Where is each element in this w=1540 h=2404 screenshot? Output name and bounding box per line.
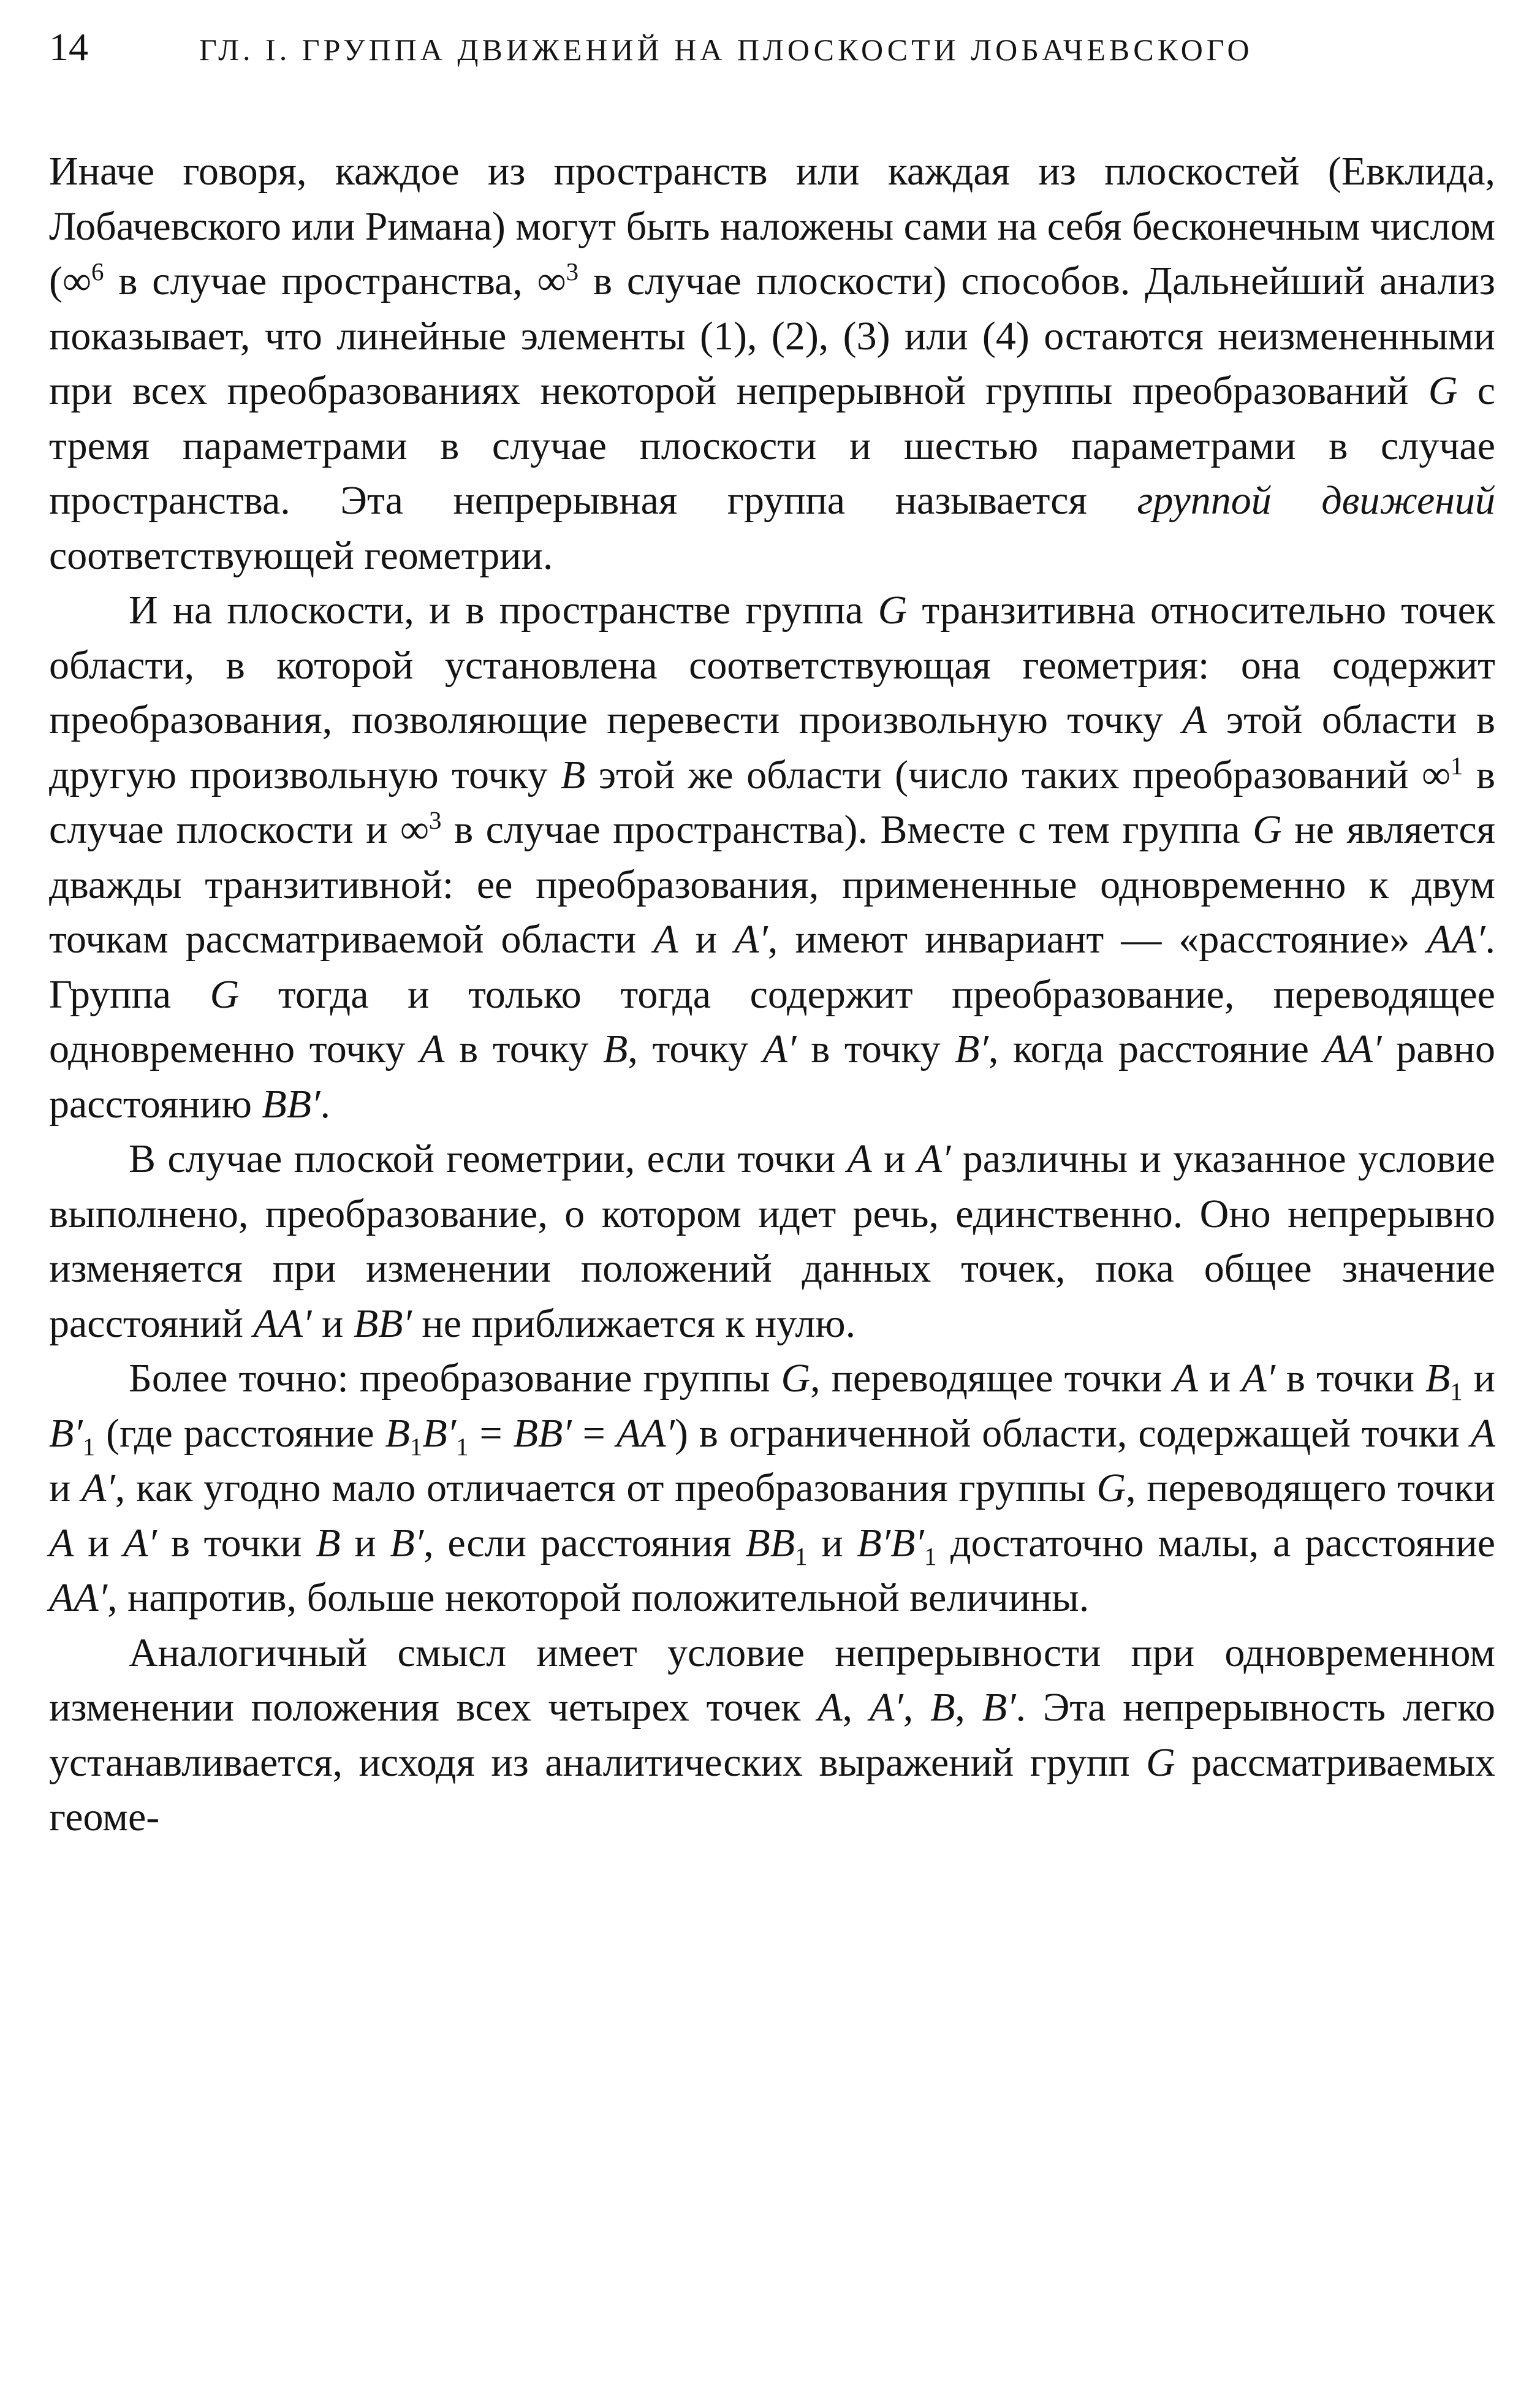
text-run: рассматриваемых геоме- — [49, 1740, 1495, 1839]
page-header — [49, 25, 1495, 98]
text-run: , как угодно мало отличается от преобразования группы — [115, 1466, 1097, 1510]
math-symbol: G — [210, 972, 240, 1017]
text-run: и — [871, 1136, 917, 1181]
text-run: с тремя параметрами в случае плоскости и шестью параметрами в случае пространства. Эта непрерывная группа называется — [49, 368, 1496, 523]
math-symbol: A — [420, 1027, 445, 1071]
math-symbol: B′ — [390, 1520, 424, 1565]
text-run: = — [468, 1410, 514, 1456]
text-run: и — [49, 1466, 82, 1510]
text-run: В случае плоской геометрии, если точки — [129, 1136, 848, 1181]
subscript: 1 — [456, 1432, 469, 1461]
math-symbol: G — [1096, 1466, 1126, 1510]
math-symbol: B′ — [422, 1410, 457, 1456]
text-run: и — [678, 917, 735, 962]
superscript: 6 — [91, 258, 104, 286]
math-symbol: B — [602, 1027, 628, 1071]
text-run: . Эта непрерывность легко устанавливается, исходя из аналитических выражений групп — [49, 1685, 1496, 1785]
math-symbol: A — [653, 917, 678, 962]
text-run: и — [74, 1520, 124, 1565]
text-run: , точку — [628, 1027, 763, 1071]
math-symbol: A — [817, 1685, 843, 1730]
text-run: соответствующей геометрии. — [49, 533, 553, 578]
math-symbol: G — [878, 588, 908, 633]
text-run: Аналогичный смысл имеет условие непрерывности при одновременном изменении положения всех четырех точек — [49, 1630, 1495, 1730]
math-symbol: G — [1253, 807, 1282, 852]
text-run: в случае плоскости) способов. Дальнейший анализ показывает, что линейные элементы (1), (2), (3) или (4) остаются неизмененными при всех преобразованиях некоторой непрерывной группы преобразований — [49, 259, 1495, 413]
text-run: , переводящее точки — [810, 1356, 1174, 1401]
math-symbol: BB — [745, 1520, 795, 1565]
math-symbol: AA′ — [1427, 917, 1485, 962]
math-symbol: A′ — [123, 1520, 157, 1565]
math-symbol: AA′ — [616, 1410, 675, 1456]
math-symbol: AA′ — [253, 1301, 312, 1346]
math-symbol: AA′ — [49, 1575, 108, 1620]
text-run: ) в ограниченной области, содержащей точки — [674, 1410, 1471, 1456]
math-symbol: A′ — [762, 1027, 797, 1071]
text-run: Иначе говоря, каждое из пространств или каждая из плоскостей (Евклида, Лобачевского или Римана) могут быть наложены сами на себя бесконечным числом (∞ — [49, 149, 1495, 303]
text-run: равно расстоянию — [49, 1027, 1495, 1127]
text-run: И на плоскости, и в пространстве группа — [129, 588, 878, 633]
text-run: и — [340, 1520, 390, 1565]
text-run: в точку — [796, 1027, 955, 1071]
subscript: 1 — [795, 1542, 808, 1570]
text-run: , если расстояния — [423, 1520, 746, 1565]
text-run: в случае плоскости и ∞ — [49, 752, 1495, 852]
math-symbol: BB′ — [353, 1301, 412, 1346]
body-text — [49, 144, 1495, 1845]
text-run: и — [807, 1520, 857, 1565]
text-run: достаточно малы, а расстояние — [936, 1520, 1495, 1565]
math-symbol: A — [49, 1520, 74, 1565]
math-symbol: A — [1470, 1410, 1495, 1456]
text-run: и — [1462, 1356, 1495, 1401]
text-run: , — [955, 1685, 982, 1730]
math-symbol: G — [781, 1356, 811, 1401]
text-run: в точки — [1275, 1356, 1425, 1401]
superscript: 3 — [566, 258, 579, 286]
math-symbol: B′ — [982, 1685, 1016, 1730]
math-symbol: A′ — [869, 1685, 903, 1730]
math-symbol: BB′ — [513, 1410, 572, 1456]
text-run: , — [842, 1685, 870, 1730]
subscript: 1 — [82, 1432, 96, 1461]
paragraph-1 — [49, 144, 1495, 583]
text-run: Более точно: преобразование группы — [129, 1356, 781, 1401]
math-symbol: G — [1428, 368, 1458, 413]
math-symbol: B — [316, 1520, 341, 1565]
math-symbol: A — [1182, 698, 1207, 742]
paragraph-5 — [49, 1626, 1495, 1845]
text-run: в случае пространства, ∞ — [104, 259, 566, 303]
text-run: , переводящего точки — [1126, 1466, 1495, 1510]
subscript: 1 — [409, 1432, 423, 1461]
text-run: в точки — [156, 1520, 316, 1565]
math-symbol: B′ — [49, 1410, 83, 1456]
text-run: = — [571, 1410, 616, 1456]
paragraph-4 — [49, 1351, 1495, 1626]
paragraph-3 — [49, 1132, 1495, 1351]
text-run: не приближается к нулю. — [411, 1301, 856, 1346]
math-symbol: B — [561, 752, 586, 797]
text-run: , когда расстояние — [988, 1027, 1324, 1071]
subscript: 1 — [1450, 1378, 1463, 1406]
math-symbol: AA′ — [1323, 1027, 1382, 1071]
text-run: и — [1197, 1356, 1242, 1401]
math-symbol: B — [1425, 1356, 1451, 1401]
text-run: (где расстояние — [95, 1410, 385, 1456]
text-run: этой же области (число таких преобразований ∞ — [585, 752, 1451, 797]
text-run: . Группа — [49, 917, 1495, 1017]
book-page — [49, 25, 1495, 2378]
math-symbol: G — [1146, 1740, 1175, 1785]
text-run: , имеют инвариант — «расстояние» — [767, 917, 1427, 962]
math-symbol: A′ — [734, 917, 768, 962]
math-symbol: A′ — [917, 1136, 951, 1181]
running-head: ГЛ. I. ГРУППА ДВИЖЕНИЙ НА ПЛОСКОСТИ ЛОБАЧЕВСКОГО — [199, 32, 1253, 67]
text-run: тогда и только тогда содержит преобразование, переводящее одновременно точку — [49, 972, 1495, 1071]
math-symbol: A — [847, 1136, 872, 1181]
text-run: и — [311, 1301, 354, 1346]
emphasized-term: группой движений — [1137, 478, 1495, 523]
math-symbol: B — [385, 1410, 410, 1456]
page-number: 14 — [49, 25, 88, 69]
text-run: в случае пространства). Вместе с тем группа — [441, 807, 1253, 852]
text-run: , — [903, 1685, 931, 1730]
math-symbol: B′ — [955, 1027, 988, 1071]
math-symbol: B′B′ — [857, 1520, 924, 1565]
math-symbol: B — [930, 1685, 955, 1730]
text-run: не является дважды транзитивной: ее преобразования, примененные одновременно к двум точкам рассматриваемой области — [49, 807, 1495, 962]
math-symbol: A′ — [1242, 1356, 1275, 1401]
math-symbol: BB′ — [262, 1081, 321, 1127]
text-run: , напротив, больше некоторой положительной величины. — [107, 1575, 1090, 1620]
subscript: 1 — [924, 1542, 937, 1570]
superscript: 3 — [429, 807, 442, 834]
math-symbol: A — [1173, 1356, 1198, 1401]
text-run: транзитивна относительно точек области, в которой установлена соответствующая геометрия: она содержит преобразования, позволяющие перевести произвольную точку — [49, 588, 1495, 742]
paragraph-2 — [49, 583, 1495, 1132]
text-run: в точку — [444, 1027, 603, 1071]
superscript: 1 — [1451, 751, 1463, 780]
text-run: этой области в другую произвольную точку — [49, 698, 1495, 797]
text-run: различны и указанное условие выполнено, преобразование, о котором идет речь, единственно. Оно непрерывно изменяется при изменении положений данных точек, пока общее значение расстояний — [49, 1136, 1495, 1346]
text-run: . — [320, 1081, 330, 1127]
math-symbol: A′ — [82, 1466, 115, 1510]
